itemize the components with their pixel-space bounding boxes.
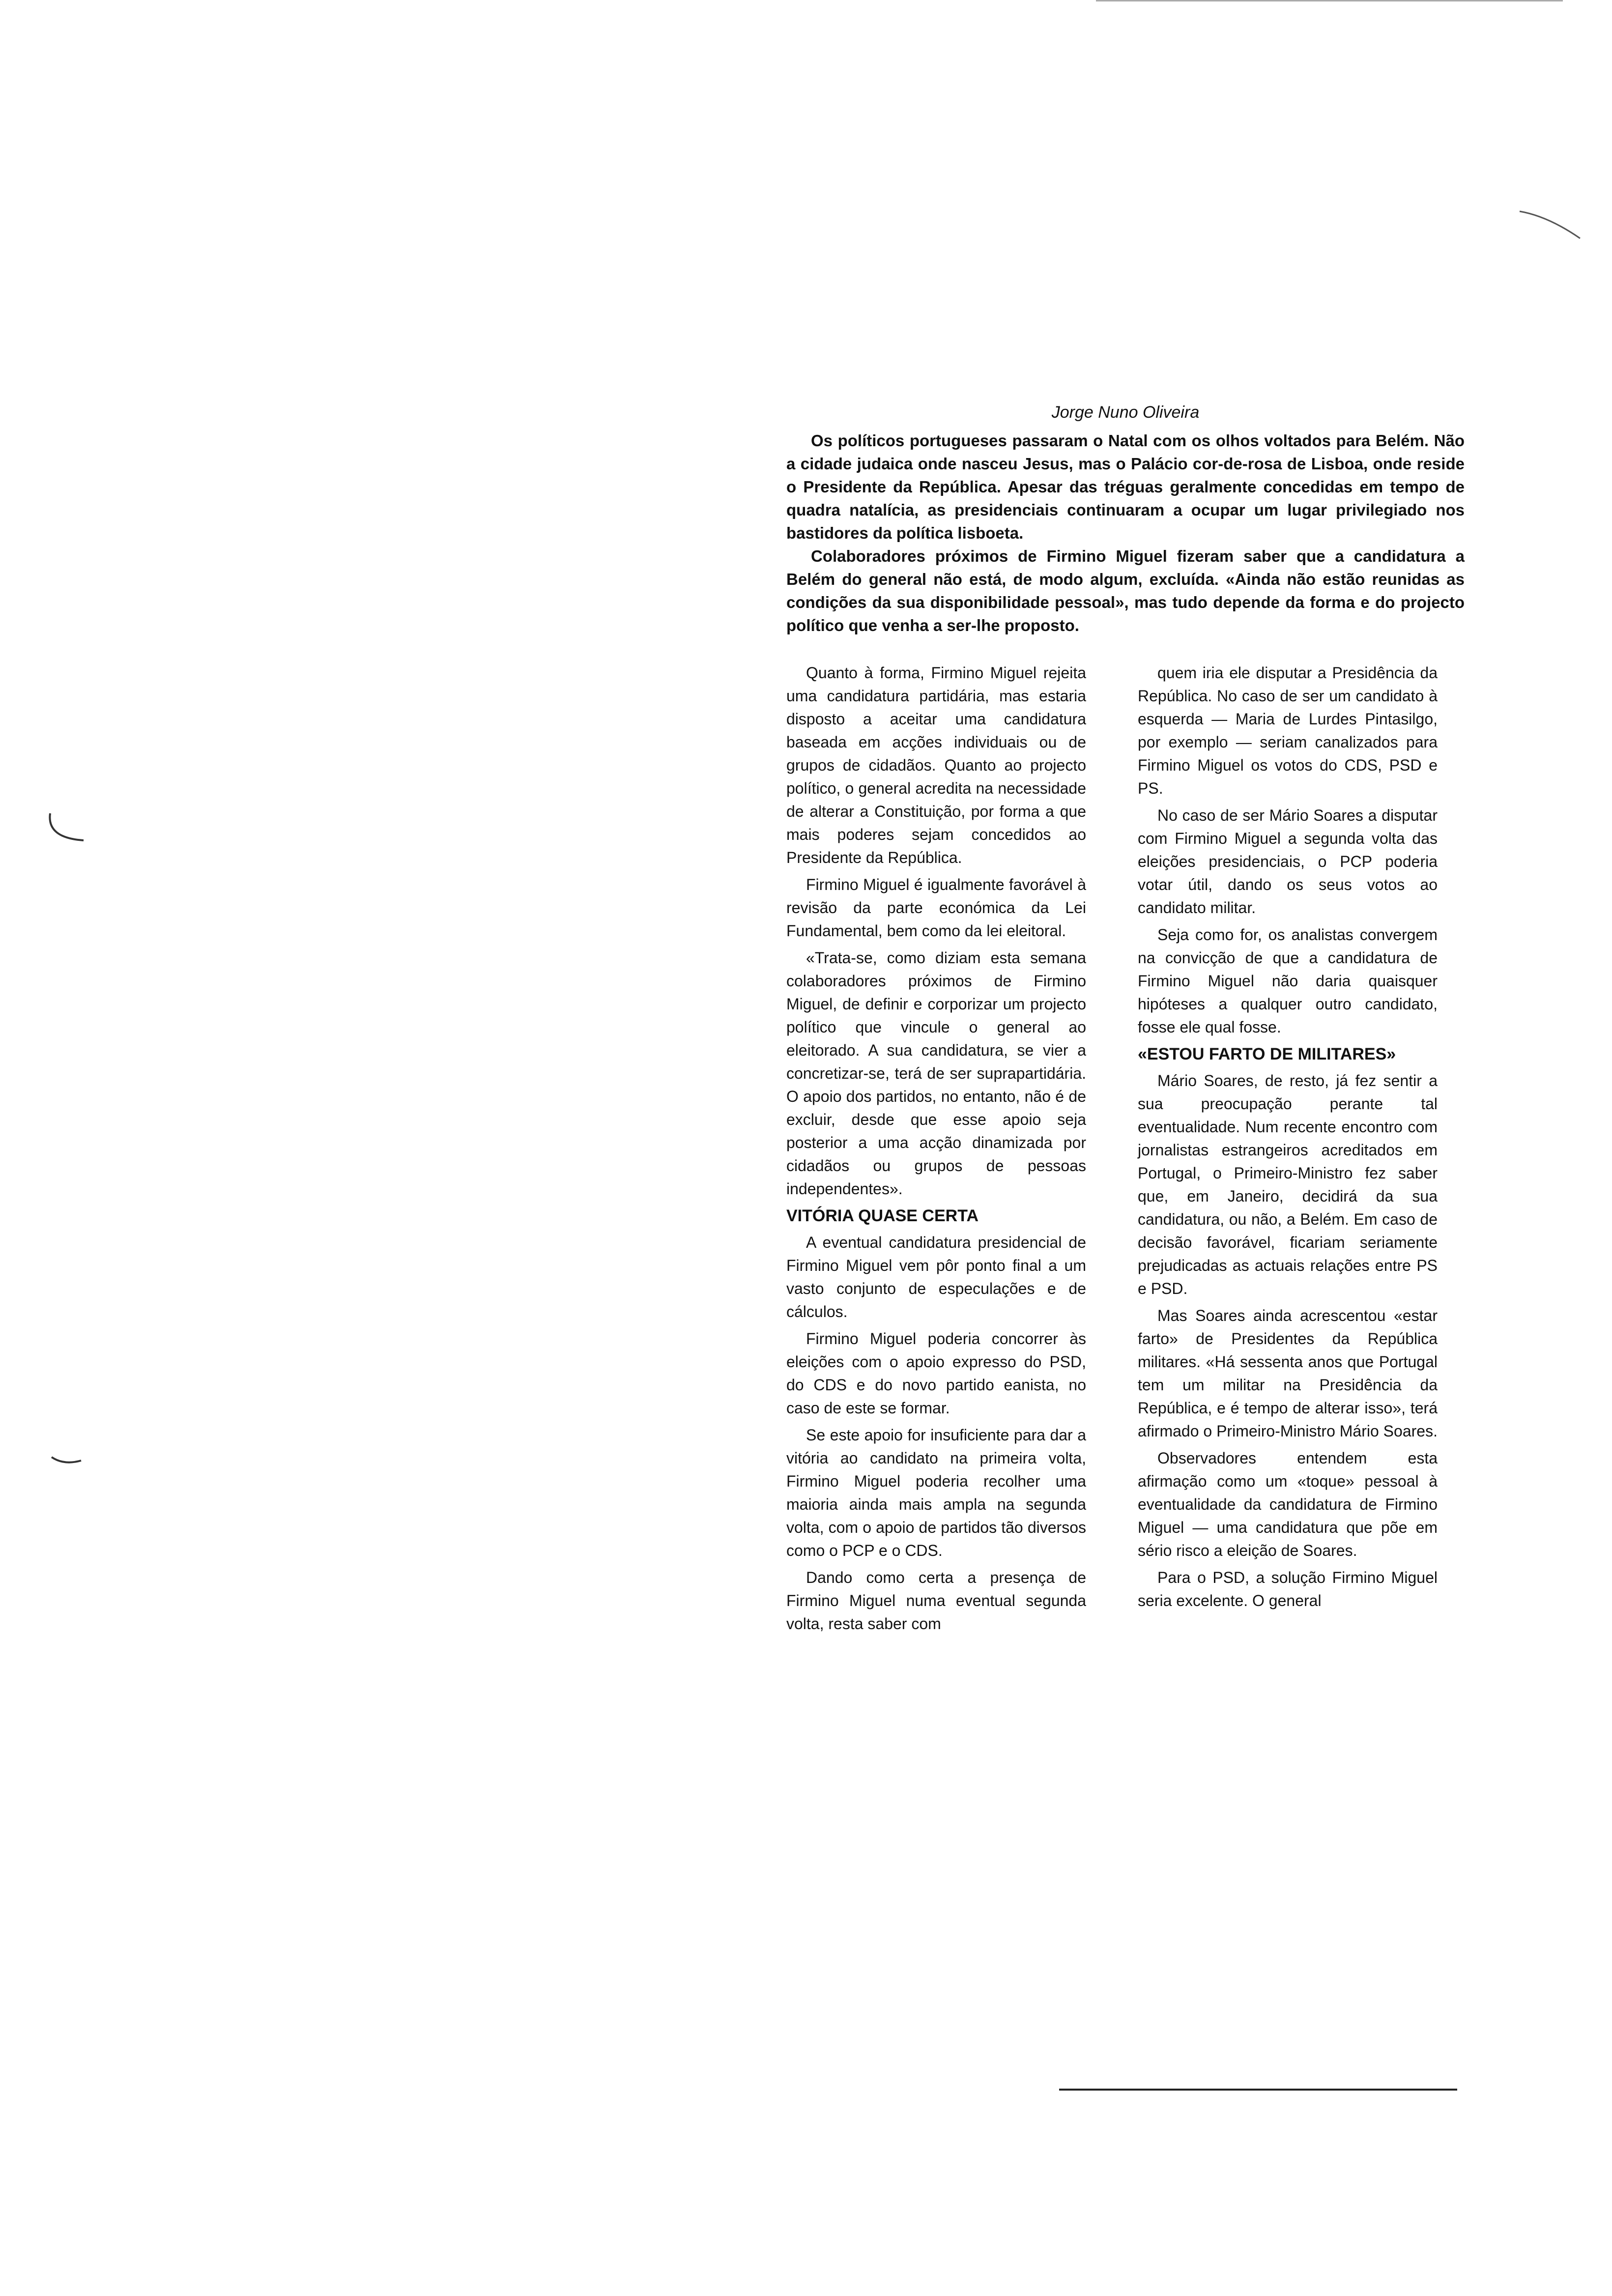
scan-edge-line (1096, 0, 1563, 1)
body-paragraph: «Trata-se, como diziam esta semana colaboradores próximos de Firmino Miguel, de definir e corporizar um projecto político que vincule o general ao eleitorado. A sua candidatura, se vier a concretizar-se, terá de ser suprapartidária. O apoio dos partidos, no entanto, não é de excluir, desde que esse apoio seja posterior a uma acção dinamizada por cidadãos ou grupos de pessoas independentes». (786, 949, 1086, 1198)
subheading-estou-farto: «ESTOU FARTO DE MILITARES» (1138, 1045, 1396, 1063)
end-rule (1059, 2089, 1457, 2091)
left-column (786, 661, 1086, 1639)
body-paragraph: Firmino Miguel poderia concorrer às eleições com o apoio expresso do PSD, do CDS e do novo partido eanista, no caso de este se formar. (786, 1330, 1086, 1417)
body-paragraph: Observadores entendem esta afirmação como um «toque» pessoal à eventualidade da candidatura de Firmino Miguel — uma candidatura que põe em sério risco a eleição de Soares. (1138, 1449, 1438, 1559)
body-paragraph: Seja como for, os analistas convergem na convicção de que a candidatura de Firmino Miguel não daria quaisquer hipóteses a qualquer outro candidato, fosse ele qual fosse. (1138, 926, 1438, 1036)
right-column (1138, 661, 1438, 1616)
body-paragraph: A eventual candidatura presidencial de Firmino Miguel vem pôr ponto final a um vasto conjunto de especulações e de cálculos. (786, 1234, 1086, 1320)
punch-hole-mark-lower (49, 1455, 84, 1469)
body-paragraph: No caso de ser Mário Soares a disputar com Firmino Miguel a segunda volta das eleições presidenciais, o PCP poderia votar útil, dando os seus votos ao candidato militar. (1138, 806, 1438, 917)
body-paragraph: Mário Soares, de resto, já fez sentir a sua preocupação perante tal eventualidade. Num recente encontro com jornalistas estrangeiros acreditados em Portugal, o Primeiro-Ministro fez saber que, em Janeiro, decidirá da sua candidatura, ou não, a Belém. Em caso de decisão favorável, ficariam seriamente prejudicadas as actuais relações entre PS e PSD. (1138, 1072, 1438, 1297)
subheading-vitoria: VITÓRIA QUASE CERTA (786, 1206, 979, 1225)
body-paragraph: Dando como certa a presença de Firmino Miguel numa eventual segunda volta, resta saber com (786, 1569, 1086, 1633)
body-paragraph: quem iria ele disputar a Presidência da República. No caso de ser um candidato à esquerda — Maria de Lurdes Pintasilgo, por exemplo — seriam canalizados para Firmino Miguel os votos do CDS, PSD e PS. (1138, 664, 1438, 797)
body-paragraph: Se este apoio for insuficiente para dar a vitória ao candidato na primeira volta, Firmino Miguel poderia recolher uma maioria ainda mais ampla na segunda volta, com o apoio de partidos tão diversos como o PCP e o CDS. (786, 1426, 1086, 1559)
punch-hole-mark-upper (44, 811, 88, 850)
body-paragraph: Firmino Miguel é igualmente favorável à revisão da parte económica da Lei Fundamental, bem como da lei eleitoral. (786, 876, 1086, 940)
lead-paragraph: Colaboradores próximos de Firmino Miguel fizeram saber que a candidatura a Belém do general não está, de modo algum, excluída. «Ainda não estão reunidas as condições da sua disponibilidade pessoal», mas tudo depende da forma e do projecto político que venha a ser-lhe proposto. (786, 547, 1465, 634)
lead-paragraphs (786, 429, 1465, 637)
byline: Jorge Nuno Oliveira (1051, 403, 1200, 422)
scan-mark-top-right (1519, 206, 1583, 241)
body-paragraph: Quanto à forma, Firmino Miguel rejeita uma candidatura partidária, mas estaria disposto a aceitar uma candidatura baseada em acções individuais ou de grupos de cidadãos. Quanto ao projecto político, o general acredita na necessidade de alterar a Constituição, por forma a que mais poderes sejam concedidos ao Presidente da República. (786, 664, 1086, 866)
lead-paragraph: Os políticos portugueses passaram o Natal com os olhos voltados para Belém. Não a cidade judaica onde nasceu Jesus, mas o Palácio cor-de-rosa de Lisboa, onde reside o Presidente da República. Apesar das tréguas geralmente concedidas em tempo de quadra natalícia, as presidenciais continuaram a ocupar um lugar privilegiado nos bastidores da política lisboeta. (786, 431, 1465, 542)
newspaper-article (786, 403, 1465, 1633)
body-paragraph: Para o PSD, a solução Firmino Miguel seria excelente. O general (1138, 1569, 1438, 1609)
body-paragraph: Mas Soares ainda acrescentou «estar farto» de Presidentes da República militares. «Há sessenta anos que Portugal tem um militar na Presidência da República, e é tempo de alterar isso», terá afirmado o Primeiro-Ministro Mário Soares. (1138, 1307, 1438, 1440)
